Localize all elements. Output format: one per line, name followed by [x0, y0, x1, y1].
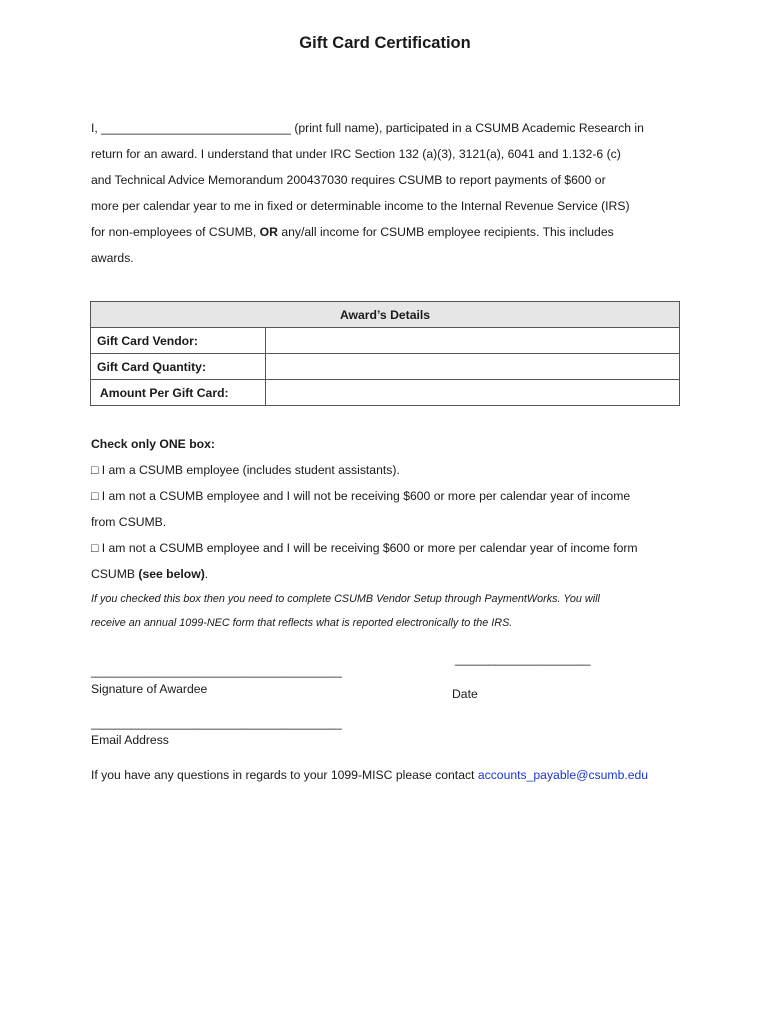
- intro-line-5: [91, 225, 614, 239]
- intro-line-5-start: for non-employees of CSUMB,: [91, 225, 260, 239]
- email-label: Email Address: [91, 733, 169, 747]
- gift-card-vendor-label: Gift Card Vendor:: [91, 328, 266, 354]
- intro-line-1: I, ____________________________ (print full name), participated in a CSUMB Academic Research in: [91, 121, 644, 135]
- gift-card-quantity-field[interactable]: [266, 354, 680, 380]
- intro-line-6: awards.: [91, 251, 134, 265]
- checkbox-option-2-continued: from CSUMB.: [91, 515, 167, 529]
- table-row: [91, 380, 680, 406]
- table-row: [91, 354, 680, 380]
- accounts-payable-email-link[interactable]: accounts_payable@csumb.edu: [477, 768, 649, 782]
- awards-details-table: [90, 301, 680, 406]
- checkbox-option-employee[interactable]: □ I am a CSUMB employee (includes student assistants).: [91, 463, 400, 477]
- signature-line[interactable]: _____________________________________: [91, 664, 342, 678]
- amount-per-gift-card-label: Amount Per Gift Card:: [91, 380, 266, 406]
- date-line[interactable]: ____________________: [455, 652, 591, 666]
- table-header: Award’s Details: [91, 302, 680, 328]
- date-label: Date: [452, 687, 478, 701]
- vendor-setup-note-line-2: receive an annual 1099-NEC form that reflects what is reported electronically to the IRS.: [91, 617, 513, 629]
- checkbox-option-non-employee-600-plus[interactable]: □ I am not a CSUMB employee and I will be receiving $600 or more per calendar year of income form: [91, 541, 638, 555]
- email-line[interactable]: _____________________________________: [91, 716, 342, 730]
- vendor-setup-note-line-1: If you checked this box then you need to complete CSUMB Vendor Setup through PaymentWorks. You will: [91, 593, 600, 605]
- see-below-emphasis: (see below): [138, 567, 205, 581]
- table-row: [91, 328, 680, 354]
- contact-prompt: If you have any questions in regards to your 1099-MISC please contact: [91, 768, 478, 782]
- checkbox-option-non-employee-under-600[interactable]: □ I am not a CSUMB employee and I will not be receiving $600 or more per calendar year of income: [91, 489, 631, 503]
- signature-label: Signature of Awardee: [91, 682, 208, 696]
- option-3-csumb: CSUMB: [91, 567, 139, 581]
- intro-or-emphasis: OR: [259, 225, 278, 239]
- checkbox-option-3-continued: [91, 567, 208, 581]
- check-one-box-heading: Check only ONE box:: [91, 437, 215, 451]
- intro-line-2: return for an award. I understand that under IRC Section 132 (a)(3), 3121(a), 6041 and 1.132-6 (c): [91, 147, 621, 161]
- amount-per-gift-card-field[interactable]: [266, 380, 680, 406]
- intro-line-5-end: any/all income for CSUMB employee recipients. This includes: [277, 225, 614, 239]
- gift-card-vendor-field[interactable]: [266, 328, 680, 354]
- intro-line-4: more per calendar year to me in fixed or determinable income to the Internal Revenue Service (IRS): [91, 199, 630, 213]
- gift-card-quantity-label: Gift Card Quantity:: [91, 354, 266, 380]
- page-title: Gift Card Certification: [299, 34, 471, 52]
- option-3-period: .: [204, 567, 209, 581]
- intro-line-3: and Technical Advice Memorandum 200437030 requires CSUMB to report payments of $600 or: [91, 173, 606, 187]
- table-header-row: [91, 302, 680, 328]
- contact-text: [91, 768, 648, 782]
